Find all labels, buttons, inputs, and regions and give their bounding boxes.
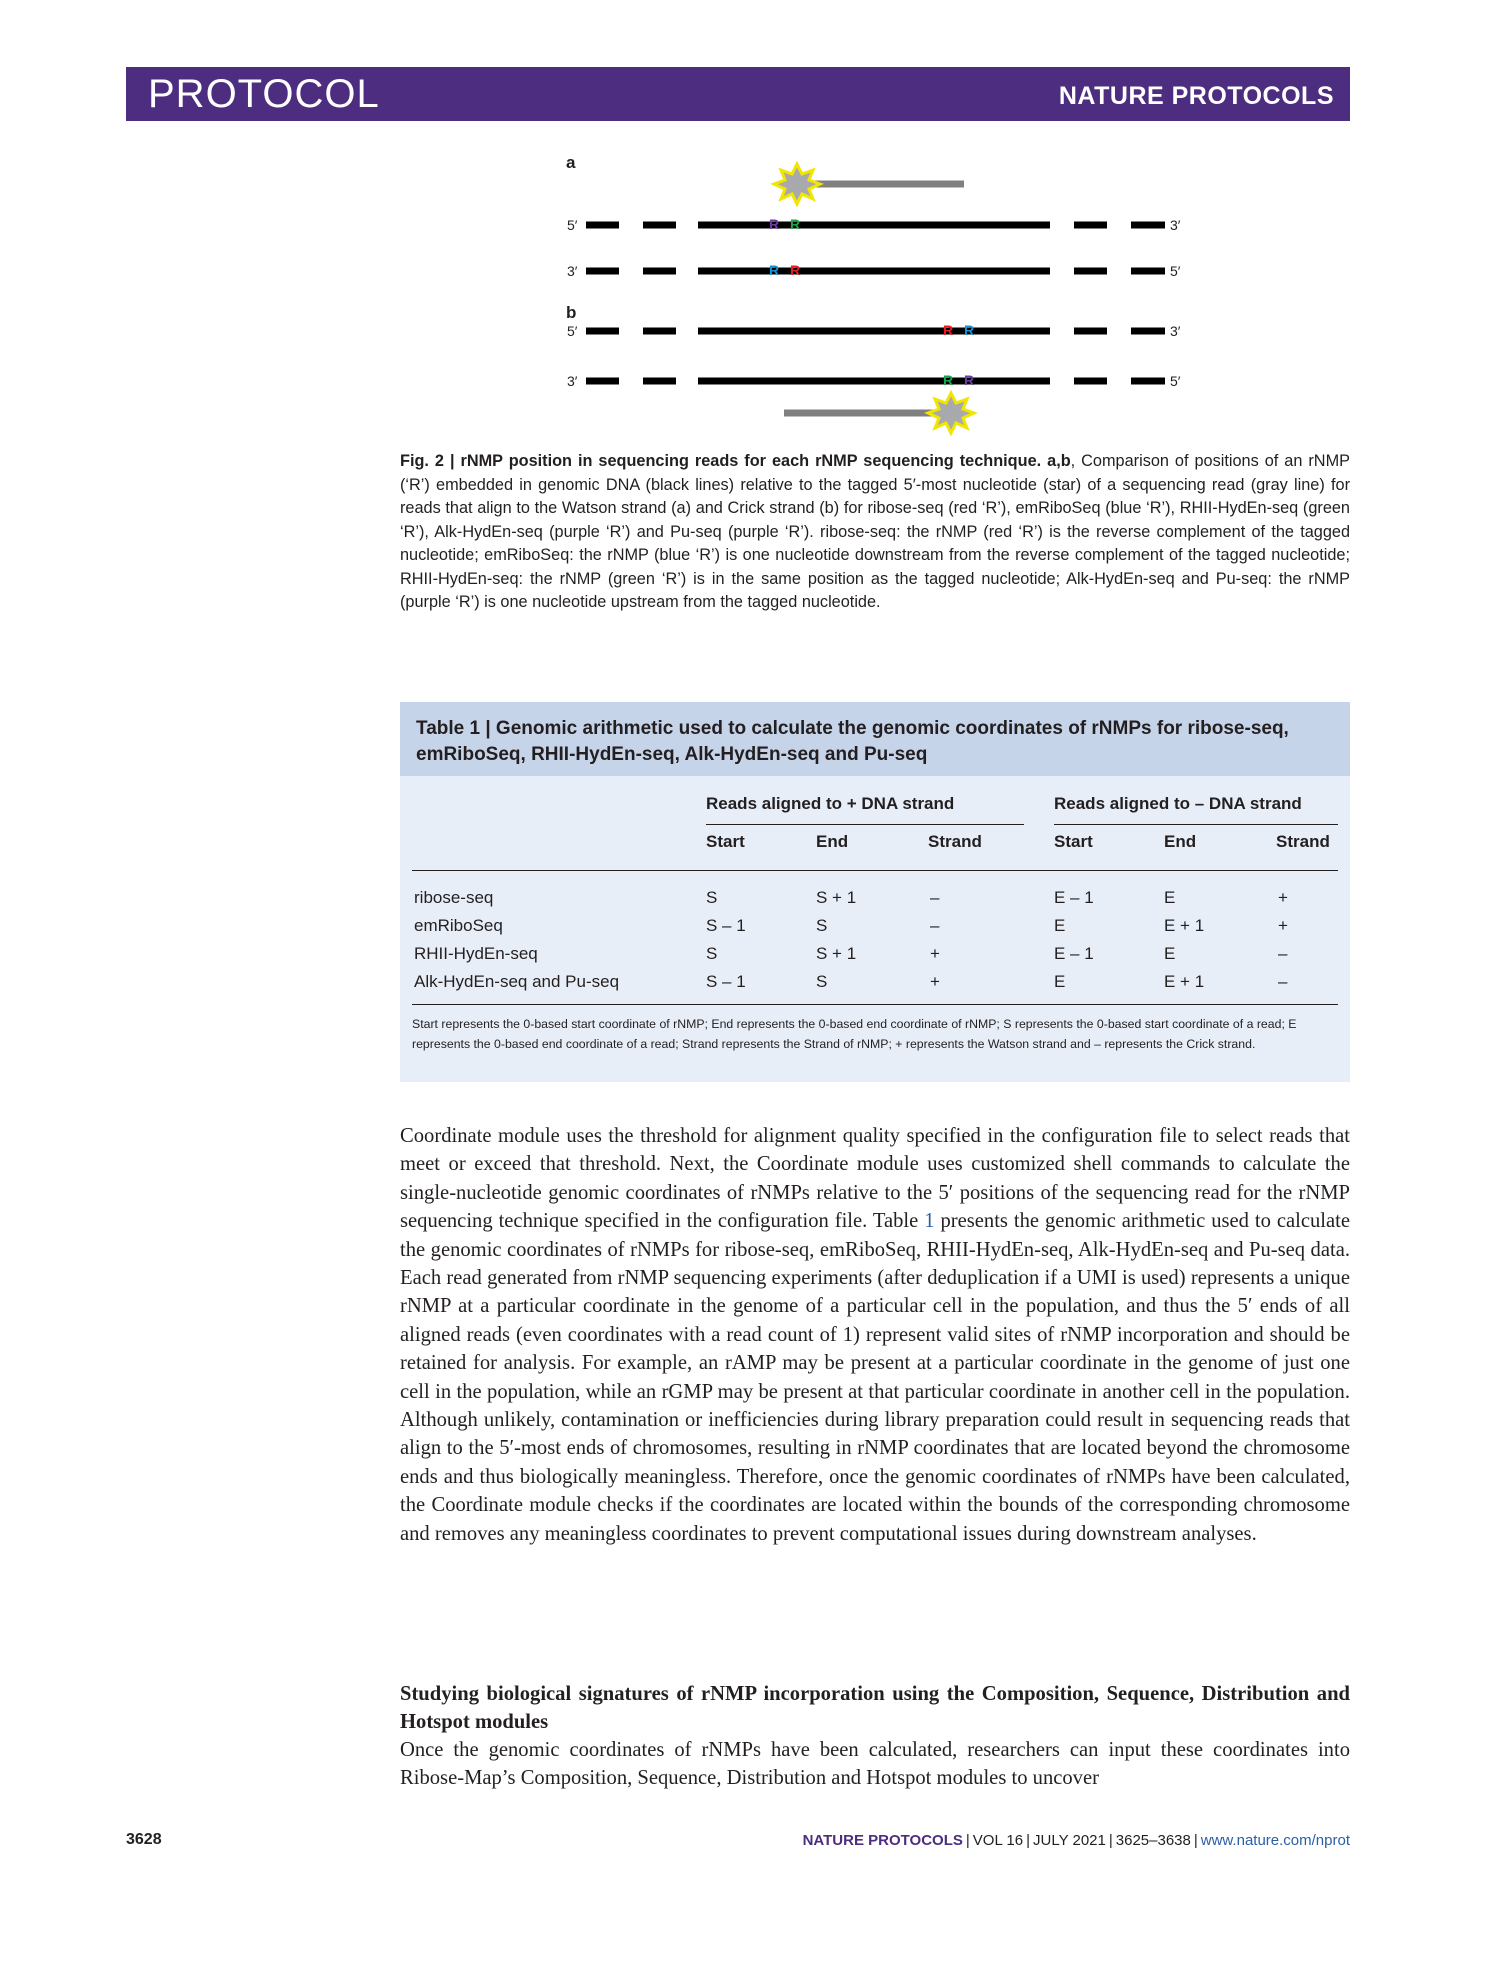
footer-journal: NATURE PROTOCOLS (802, 1832, 963, 1849)
footer-pages: 3625–3638 (1115, 1832, 1191, 1849)
table-cell: S (706, 888, 718, 907)
table-cell: E – 1 (1054, 888, 1094, 907)
rnmp-blue-a: R (769, 262, 780, 278)
rnmp-red-a: R (790, 262, 801, 278)
end-5-b-bottom: 5′ (1170, 373, 1181, 389)
table-cell: E (1164, 888, 1176, 907)
table-cell: E (1164, 944, 1176, 963)
table-cell: S (816, 916, 828, 935)
table-cell: E (1054, 916, 1066, 935)
panel-label-a: a (566, 153, 576, 172)
table-footnote: Start represents the 0-based start coordinate of rNMP; End represents the 0-based end coordinate of rNMP; S represents the 0-based start coordinate of a read; E represents the 0-based end coordinate of a read; Strand represents the Strand of rNMP; + represents the Watson strand and – represents the Crick strand. (412, 1017, 1297, 1051)
table-cell: + (930, 972, 940, 991)
table-cell: – (930, 916, 940, 935)
table-cell: S (706, 944, 718, 963)
section-heading: Studying biological signatures of rNMP incorporation using the Composition, Sequence, Distribution and Hotspot modules (400, 1683, 1350, 1733)
end-3-b-bottom: 3′ (567, 373, 578, 389)
end-5-a-bottom: 5′ (1170, 263, 1181, 279)
rnmp-purple-b: R (964, 372, 975, 388)
row-method-name: Alk-HydEn-seq and Pu-seq (414, 972, 620, 991)
col-header-strand-minus: Strand (1276, 832, 1330, 851)
col-header-strand-plus: Strand (928, 832, 982, 851)
row-method-name: RHII-HydEn-seq (414, 944, 538, 963)
table-cell: S – 1 (706, 916, 746, 935)
rnmp-red-b: R (943, 322, 954, 338)
footer-date: JULY 2021 (1033, 1832, 1106, 1849)
col-header-start-plus: Start (706, 832, 745, 851)
rnmp-green-b: R (943, 372, 954, 388)
table-cell: + (930, 944, 940, 963)
table-cell: – (1278, 944, 1288, 963)
end-3-a-bottom: 3′ (567, 263, 578, 279)
col-header-end-plus: End (816, 832, 849, 851)
tagged-nucleotide-star-a (774, 164, 820, 204)
body-paragraph-2: Once the genomic coordinates of rNMPs have been calculated, researchers can input these coordinates into Ribose-Map’s Composition, Sequence, Distribution and Hotspot modules to uncover (400, 1739, 1350, 1790)
table-cell: S + 1 (816, 944, 857, 963)
rnmp-purple-a: R (769, 216, 780, 232)
col-header-end-minus: End (1164, 832, 1197, 851)
figure-caption (400, 450, 1350, 615)
body-text-segment: presents the genomic arithmetic used to calculate the genomic coordinates of rNMPs for ribose-seq, emRiboSeq, RHII-HydEn-seq, Alk-HydEn-seq and Pu-seq data. Each read generated from rNMP sequencing experiments (after deduplication if a UMI is used) represents a unique rNMP at a particular coordinate in the genome of a particular cell in the population, and thus the 5′ ends of all aligned reads (even coordinates with a read count of 1) represent valid sites of rNMP incorporation and should be retained for analysis. For example, an rAMP may be present at a particular coordinate in the genome of just one cell in the population, while an rGMP may be present at that particular coordinate in another cell in the population. Although unlikely, contamination or inefficiencies during library preparation could result in sequencing reads that align to the 5′-most ends of chromosomes, resulting in rNMP coordinates that are located beyond the chromosome ends and thus biologically meaningless. Therefore, once the genomic coordinates of rNMPs have been calculated, the Coordinate module checks if the coordinates are located within the bounds of the corresponding chromosome and removes any meaningless coordinates to prevent computational issues during downstream analyses. (400, 1210, 1350, 1545)
caption-text: , Comparison of positions of an rNMP (‘R’) embedded in genomic DNA (black lines) relative to the tagged 5′-most nucleotide (star) of a sequencing read (gray line) for reads that align to the Watson strand (a) and Crick strand (b) for ribose-seq (red ‘R’), emRiboSeq (blue ‘R’), RHII-HydEn-seq (green ‘R’), Alk-HydEn-seq (purple ‘R’) and Pu-seq (purple ‘R’). ribose-seq: the rNMP (red ‘R’) is the reverse complement of the tagged nucleotide; emRiboSeq: the rNMP (blue ‘R’) is one nucleotide downstream from the reverse complement of the tagged nucleotide; RHII-HydEn-seq: the rNMP (green ‘R’) is in the same position as the tagged nucleotide; Alk-HydEn-seq and Pu-seq: the rNMP (purple ‘R’) is one nucleotide upstream from the tagged nucleotide. (400, 452, 1350, 611)
table-title-bar (400, 702, 1350, 776)
header-rule (412, 870, 1338, 871)
group-rule-plus (706, 824, 1024, 825)
caption-lead: Fig. 2 | rNMP position in sequencing reads for each rNMP sequencing technique. (400, 452, 1042, 470)
table-cell: E + 1 (1164, 972, 1205, 991)
end-3-b-top: 3′ (1170, 323, 1181, 339)
end-3-a-top: 3′ (1170, 217, 1181, 233)
bottom-rule (412, 1004, 1338, 1005)
table-1-link[interactable]: 1 (924, 1210, 935, 1233)
page-footer: NATURE PROTOCOLS | VOL 16 | JULY 2021 | 3625–3638 | www.nature.com/nprot (802, 1832, 1350, 1849)
caption-panels: a,b (1047, 452, 1071, 470)
panel-label-b: b (566, 303, 577, 322)
rnmp-green-a: R (790, 216, 801, 232)
table-cell: + (1278, 888, 1288, 907)
table-cell: E – 1 (1054, 944, 1094, 963)
end-5-a-top: 5′ (567, 217, 578, 233)
group-header-plus: Reads aligned to + DNA strand (706, 794, 955, 813)
tagged-nucleotide-star-b (928, 393, 974, 433)
table-cell: S (816, 972, 828, 991)
table-cell: S – 1 (706, 972, 746, 991)
table-cell: E (1054, 972, 1066, 991)
table-cell: S + 1 (816, 888, 857, 907)
table-cell: – (930, 888, 940, 907)
table-cell: + (1278, 916, 1288, 935)
body-paragraph-1 (400, 1122, 1350, 1548)
footer-volume: VOL 16 (972, 1832, 1024, 1849)
table-title: Table 1 | Genomic arithmetic used to calculate the genomic coordinates of rNMPs for ribose-seq, emRiboSeq, RHII-HydEn-seq, Alk-HydEn-seq and Pu-seq (416, 718, 1289, 765)
figure-2 (0, 0, 1489, 450)
footer-url[interactable]: www.nature.com/nprot (1200, 1832, 1350, 1849)
page-number: 3628 (126, 1831, 162, 1848)
journal-name: NATURE PROTOCOLS (1058, 82, 1334, 110)
rnmp-blue-b: R (964, 322, 975, 338)
group-rule-minus (1054, 824, 1338, 825)
row-method-name: ribose-seq (414, 888, 494, 907)
table-cell: E + 1 (1164, 916, 1205, 935)
row-method-name: emRiboSeq (414, 916, 503, 935)
end-5-b-top: 5′ (567, 323, 578, 339)
section-label: PROTOCOL (148, 72, 380, 116)
group-header-minus: Reads aligned to – DNA strand (1054, 794, 1302, 813)
col-header-start-minus: Start (1054, 832, 1093, 851)
body-text-segment: Coordinate module uses the threshold for alignment quality specified in the configuration file to select reads that meet or exceed that threshold. Next, the Coordinate module uses customized shell commands to calculate the single-nucleotide genomic coordinates of rNMPs relative to the 5′ positions of the sequencing read for the rNMP sequencing technique specified in the configuration file. Table (400, 1125, 1350, 1233)
table-1 (400, 702, 1350, 1082)
table-cell: – (1278, 972, 1288, 991)
